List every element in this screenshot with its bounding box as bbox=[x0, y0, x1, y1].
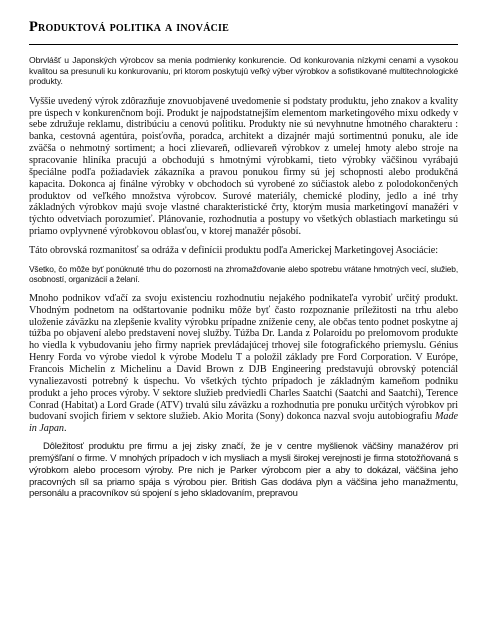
paragraph-3-text: Mnoho podnikov vďačí za svoju existenciu rozhodnutiu nejakého podnikateľa vyrobiť určitý produkt. Vhodným podnetom na odštartovanie podniku môže byť často rozpoznanie príležitosti na trhu alebo uloženie záväzku na zlepšenie kvality výrobku prípadne zníženie ceny, ale občas tento podnet poskytne aj túžba po objavení alebo predstavení novej služby. Túžba Dr. Landa z Polaroidu po prelomovom produkte ho viedla k vybudovaniu jeho firmy napriek prevládajúcej trhovej sile fotografického priemyslu. Génius Henry Forda vo výrobe viedol k výrobe Modelu T a položil základy pre Ford Corporation. V Európe, Francois Michelin z Michelinu a David Brown z DJB Engineering predstavujú obrovský potenciál vynaliezavosti potrebný k úspechu. Vo všetkých týchto prípadoch je základným kameňom podniku produkt a jeho proces výroby. V sektore služieb predviedli Charles Saatchi (Saatchi and Saatchi), Terence Conrad (Habitat) a Lord Grade (ATV) trvalú silu záväzku a rozhodnutia pre ponuku určitých výrobkov pri budovaní svojich firiem v sektore služieb. Akio Morita (Sony) dokonca nazval svoju autobiografiu bbox=[29, 292, 458, 423]
definition-quote: Všetko, čo môže byť ponúknuté trhu do pozornosti na zhromažďovanie alebo spotrebu vrátane hmotných vecí, služieb, osobností, organizácií a želaní. bbox=[29, 263, 458, 285]
paragraph-4: Dôležitosť produktu pre firmu a jej zisky značí, že je v centre myšlienok väčšiny manažérov pri premýšľaní o firme. V mnohých prípadoch v ich mysliach a mysli širokej verejnosti je firma stotožňovaná s výrobkom alebo procesom výroby. Pre nich je Parker výrobcom pier a aby to dokázal, väčšina jeho pracovných síl sa priamo spája s výrobou pier. British Gas dodáva plyn a väčšina jeho manažmentu, personálu a pracovníkov sú spojení s jeho skladovaním, prepravou bbox=[29, 441, 458, 500]
book-title: Made in Japan bbox=[29, 411, 458, 435]
paragraph-3 bbox=[29, 293, 458, 435]
paragraph-1: Vyššie uvedený výrok zdôrazňuje znovuobjavené uvedomenie si podstaty produktu, jeho znakov a kvality pre úspech v konkurenčnom boji. Produkt je najpodstatnejším elementom marketingového mixu odkedy v sebe združuje reklamu, distribúciu a cenovú politiku. Produkty nie sú nevyhnutne hmotného charakteru : banka, cestovná agentúra, poisťovňa, poradca, architekt a dizajnér majú sortimentnú ponuku, ale ide zväčša o nehmotný sortiment; a hoci zlievareň, odlievareň výrobkov z umelej hmoty alebo stroje na spracovanie hliníka pracujú a obchodujú s hmotnými výrobkami, tieto výrobky väčšinou vyrábajú špeciálne podľa požiadaviek zákazníka a pravou ponukou firmy sú jej schopnosti alebo produkčná kapacita. Dokonca aj finálne výrobky v obchodoch sú vyrobené zo súčiastok alebo z polodokončených produktov od veľkého množstva výrobcov. Surové materiály, chemické plodiny, jedlo a iné trhy základných výrobkov majú svoje vlastné charakteristické črty, ktorým musia marketingoví manažéri v týchto odvetviach porozumieť. Plánovanie, rozhodnutia a postupy vo všetkých oblastiach marketingu sú priamo ovplyvnené výrobkovou oblasťou, v ktorej manažér pôsobí. bbox=[29, 95, 458, 238]
paragraph-3-end: . bbox=[63, 423, 67, 435]
title-rule bbox=[29, 44, 458, 45]
intro-quote: Obrvlášť u Japonských výrobcov sa menia podmienky konkurencie. Od konkurovania nízkymi cenami a vysokou kvalitou sa presunuli ku konkurovaniu, pri ktorom poskytujú veľký výber výrobkov a sofistikované multitechnologické produkty. bbox=[29, 55, 458, 87]
page-title: Produktová politika a inovácie bbox=[29, 19, 230, 35]
paragraph-2: Táto obrovská rozmanitosť sa odráža v definícii produktu podľa Americkej Marketingovej Asociácie: bbox=[29, 244, 439, 256]
